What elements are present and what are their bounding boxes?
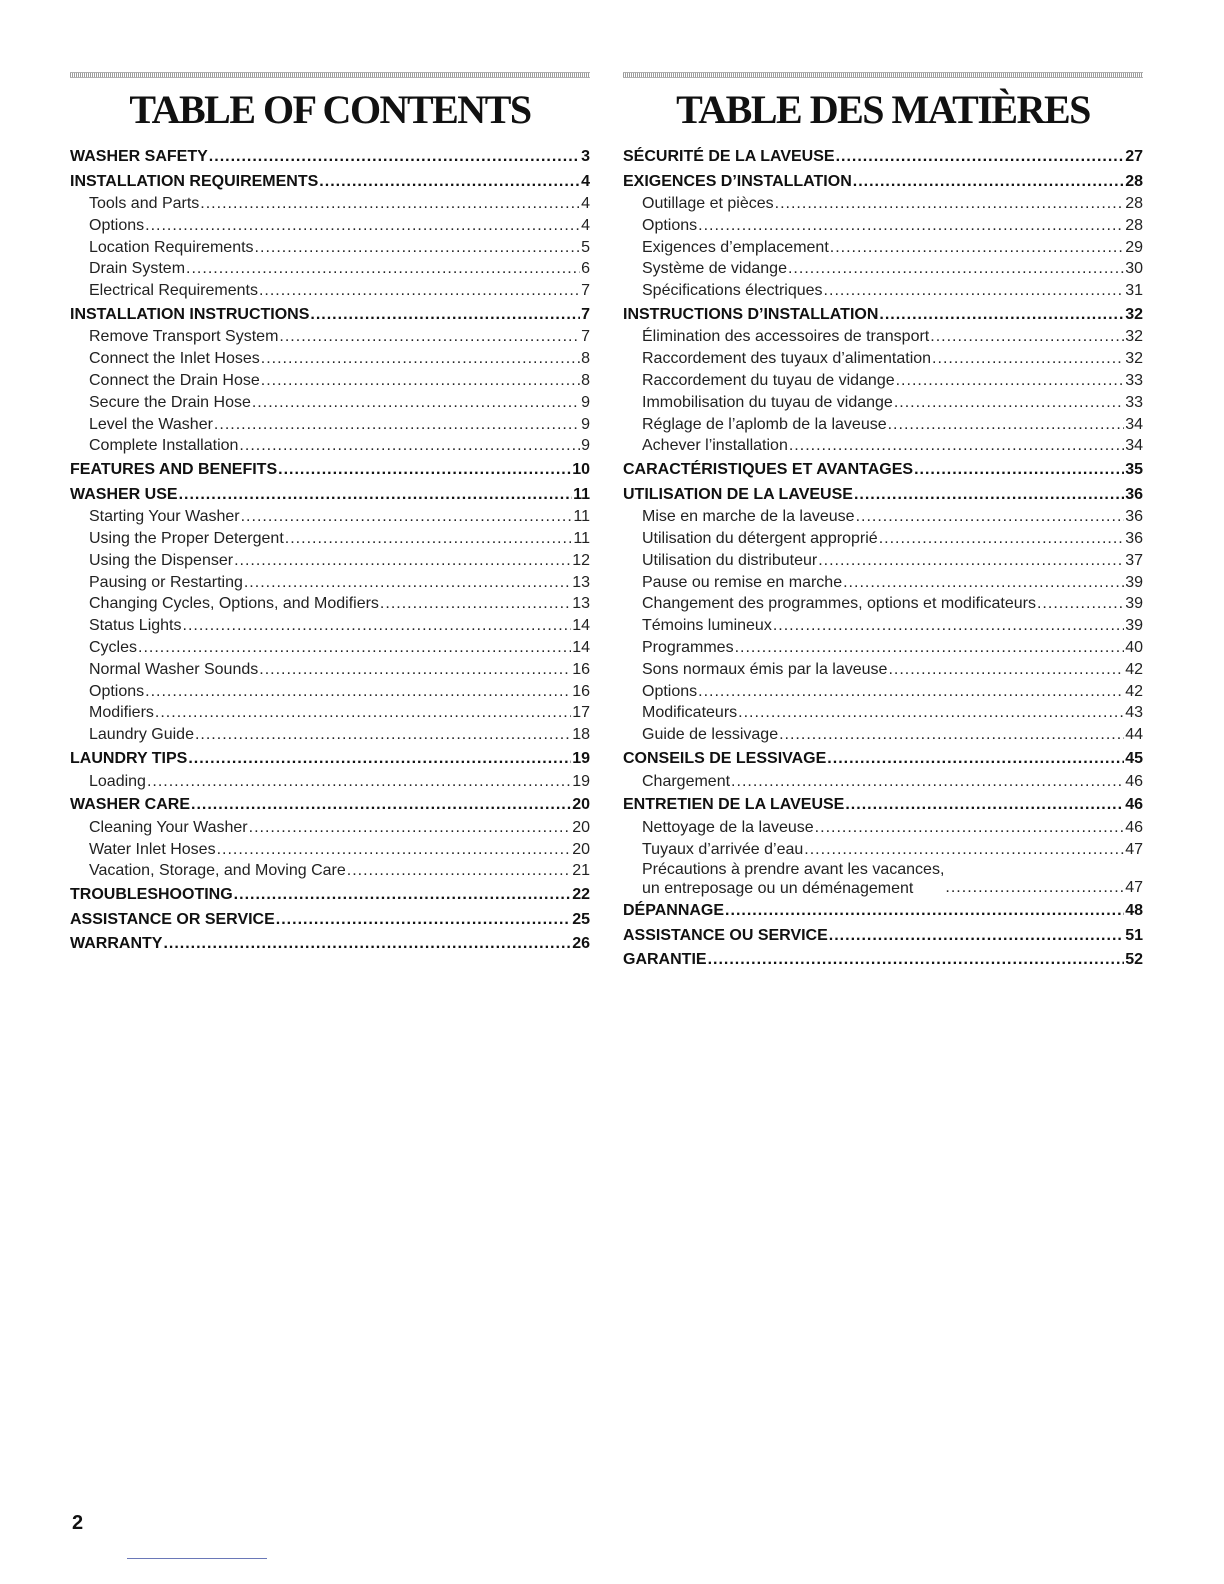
toc-entry-page: 16: [572, 660, 590, 678]
footer-rule: [127, 1558, 267, 1559]
dot-leader: [285, 528, 573, 550]
toc-subsection-entry: [70, 370, 590, 392]
toc-entry-page: 27: [1125, 148, 1143, 165]
toc-subsection-entry: [70, 348, 590, 370]
dot-leader: [775, 193, 1125, 215]
dot-leader: [888, 414, 1125, 436]
toc-entry-page: 22: [572, 886, 590, 904]
toc-entry-page: 19: [572, 772, 590, 790]
toc-entry-page: 39: [1125, 573, 1143, 591]
toc-entry-label: Secure the Drain Hose: [89, 393, 251, 411]
dot-leader: [261, 348, 580, 370]
toc-entry-page: 8: [581, 372, 590, 390]
dot-leader: [894, 392, 1124, 414]
toc-entry-label: Cycles: [89, 639, 138, 657]
toc-entry-label: Options: [89, 682, 145, 700]
toc-section-entry: [623, 794, 1143, 817]
dot-leader: [155, 702, 571, 724]
dot-leader: [856, 506, 1125, 528]
toc-entry-label: ASSISTANCE OU SERVICE: [623, 926, 828, 944]
toc-subsection-entry: [623, 637, 1143, 659]
dot-leader: [698, 681, 1124, 703]
dot-leader: [214, 414, 580, 436]
toc-entry-page: 4: [581, 216, 590, 234]
toc-entry-label: Utilisation du détergent approprié: [642, 530, 878, 548]
toc-entry-page: 9: [581, 415, 590, 433]
toc-entry-label: Système de vidange: [642, 260, 787, 278]
toc-entry-page: 39: [1125, 617, 1143, 635]
toc-entry-label: Connect the Inlet Hoses: [89, 350, 260, 368]
toc-list: [623, 146, 1143, 972]
toc-entry-page: 47: [1125, 840, 1143, 858]
toc-entry-page: 9: [581, 437, 590, 455]
toc-entry-page: 46: [1125, 796, 1143, 814]
toc-entry-label: Water Inlet Hoses: [89, 840, 216, 858]
dot-leader: [179, 484, 573, 507]
toc-subsection-entry: [70, 593, 590, 615]
dot-leader: [788, 258, 1124, 280]
toc-entry-label: Mise en marche de la laveuse: [642, 508, 855, 526]
toc-subsection-entry: [623, 237, 1143, 259]
toc-column-french: [623, 72, 1143, 972]
toc-section-entry: [623, 459, 1143, 482]
toc-entry-page: 28: [1125, 172, 1143, 190]
dot-leader: [731, 771, 1124, 793]
toc-subsection-entry: [70, 817, 590, 839]
dot-leader: [380, 593, 571, 615]
toc-entry-label: CARACTÉRISTIQUES ET AVANTAGES: [623, 461, 914, 479]
toc-entry-label: Laundry Guide: [89, 726, 194, 744]
dot-leader: [279, 326, 580, 348]
toc-entry-label: Starting Your Washer: [89, 508, 240, 526]
toc-subsection-entry: [623, 817, 1143, 839]
toc-subsection-entry: [623, 572, 1143, 594]
toc-entry-page: 20: [572, 840, 590, 858]
toc-section-entry: [70, 884, 590, 907]
toc-entry-page: 6: [581, 260, 590, 278]
toc-entry-page: 11: [573, 485, 590, 503]
toc-section-entry: [623, 748, 1143, 771]
toc-subsection-entry: [623, 724, 1143, 746]
toc-entry-label: FEATURES AND BENEFITS: [70, 461, 278, 479]
toc-entry-label: Changement des programmes, options et modificateurs: [642, 595, 1036, 613]
toc-section-entry: [70, 748, 590, 771]
dot-leader: [854, 484, 1124, 507]
toc-subsection-entry: [623, 681, 1143, 703]
dot-leader: [145, 215, 580, 237]
toc-entry-page: 21: [572, 862, 590, 880]
toc-subsection-entry: [70, 659, 590, 681]
toc-subsection-entry: [70, 702, 590, 724]
toc-entry-page: 46: [1125, 818, 1143, 836]
header-rule: [70, 72, 590, 78]
dot-leader: [145, 681, 571, 703]
toc-entry-label: DÉPANNAGE: [623, 902, 725, 920]
toc-subsection-entry: [70, 414, 590, 436]
toc-section-entry: [70, 459, 590, 482]
toc-section-entry: [70, 171, 590, 194]
toc-entry-label: UTILISATION DE LA LAVEUSE: [623, 485, 853, 503]
toc-subsection-entry: [70, 258, 590, 280]
toc-subsection-entry: [623, 839, 1143, 861]
toc-entry-label: EXIGENCES D’INSTALLATION: [623, 172, 852, 190]
dot-leader: [259, 280, 580, 302]
toc-entry-page: 16: [572, 682, 590, 700]
toc-entry-label: Connect the Drain Hose: [89, 372, 260, 390]
toc-subsection-entry: [70, 839, 590, 861]
toc-entry-label: Vacation, Storage, and Moving Care: [89, 862, 346, 880]
toc-subsection-entry: [623, 215, 1143, 237]
toc-entry-label: Remove Transport System: [89, 328, 279, 346]
toc-subsection-entry: [70, 435, 590, 457]
toc-entry-page: 36: [1125, 485, 1143, 503]
toc-entry-label: ENTRETIEN DE LA LAVEUSE: [623, 796, 845, 814]
toc-subsection-entry: [70, 724, 590, 746]
toc-entry-label: Using the Dispenser: [89, 551, 234, 569]
toc-entry-page: 7: [581, 282, 590, 300]
dot-leader: [195, 724, 571, 746]
toc-entry-page: 35: [1125, 461, 1143, 479]
dot-leader: [188, 748, 571, 771]
dot-leader: [217, 839, 572, 861]
dot-leader: [836, 146, 1125, 169]
toc-subsection-entry: [623, 550, 1143, 572]
toc-subsection-entry: [70, 215, 590, 237]
toc-entry-label: SÉCURITÉ DE LA LAVEUSE: [623, 148, 835, 165]
toc-entry-label: Loading: [89, 772, 146, 790]
toc-section-entry: [623, 925, 1143, 948]
toc-entry-page: 51: [1125, 926, 1143, 944]
dot-leader: [815, 817, 1125, 839]
toc-subsection-entry: [623, 593, 1143, 615]
toc-subsection-entry: [623, 326, 1143, 348]
toc-subsection-entry: [623, 258, 1143, 280]
dot-leader: [259, 659, 571, 681]
toc-entry-page: 14: [572, 617, 590, 635]
dot-leader: [252, 392, 580, 414]
toc-entry-page: 34: [1125, 415, 1143, 433]
toc-section-entry: [70, 146, 590, 169]
dot-leader: [945, 877, 1124, 899]
toc-subsection-entry: [70, 280, 590, 302]
dot-leader: [255, 237, 581, 259]
toc-entry-page: 36: [1125, 530, 1143, 548]
toc-entry-page: 30: [1125, 260, 1143, 278]
toc-section-entry: [70, 794, 590, 817]
toc-entry-label: Sons normaux émis par la laveuse: [642, 660, 888, 678]
toc-entry-page: 12: [572, 551, 590, 569]
toc-entry-label: Immobilisation du tuyau de vidange: [642, 393, 893, 411]
toc-subsection-entry: [70, 506, 590, 528]
dot-leader: [698, 215, 1124, 237]
toc-entry-label: Exigences d’emplacement: [642, 238, 829, 256]
toc-entry-label: Changing Cycles, Options, and Modifiers: [89, 595, 379, 613]
toc-subsection-entry: [70, 326, 590, 348]
toc-entry-page: 28: [1125, 195, 1143, 212]
dot-leader: [845, 794, 1124, 817]
toc-entry-page: 40: [1125, 639, 1143, 657]
toc-entry-label: WASHER USE: [70, 485, 178, 503]
toc-entry-page: 32: [1125, 328, 1143, 346]
dot-leader: [843, 572, 1124, 594]
toc-entry-page: 13: [572, 595, 590, 613]
dot-leader: [138, 637, 571, 659]
toc-subsection-entry: [623, 528, 1143, 550]
dot-leader: [830, 237, 1124, 259]
toc-entry-page: 32: [1125, 305, 1143, 323]
toc-entry-label: LAUNDRY TIPS: [70, 750, 188, 768]
toc-entry-label: Normal Washer Sounds: [89, 660, 259, 678]
toc-section-entry: [623, 146, 1143, 169]
dot-leader: [738, 702, 1124, 724]
toc-subsection-entry: [623, 615, 1143, 637]
dot-leader: [914, 459, 1124, 482]
toc-entry-label: Guide de lessivage: [642, 726, 779, 744]
toc-entry-label: Level the Washer: [89, 415, 213, 433]
dot-leader: [347, 860, 571, 882]
toc-subsection-entry: [70, 771, 590, 793]
toc-entry-page: 25: [572, 910, 590, 928]
toc-entry-label: Using the Proper Detergent: [89, 530, 284, 548]
toc-subsection-entry: [623, 348, 1143, 370]
dot-leader: [183, 615, 572, 637]
toc-entry-label: Chargement: [642, 772, 731, 790]
toc-subsection-entry: [70, 572, 590, 594]
dot-leader: [239, 435, 580, 457]
toc-entry-page: 48: [1125, 902, 1143, 920]
toc-entry-page: 11: [573, 530, 590, 548]
toc-entry-page: 42: [1125, 682, 1143, 700]
toc-entry-label: WASHER SAFETY: [70, 148, 208, 165]
toc-entry-label: Location Requirements: [89, 238, 254, 256]
dot-leader: [249, 817, 572, 839]
toc-subsection-entry: [70, 860, 590, 882]
toc-entry-label: Drain System: [89, 260, 186, 278]
dot-leader: [725, 900, 1124, 923]
toc-entry-label: Status Lights: [89, 617, 182, 635]
page-title: TABLE OF CONTENTS: [129, 87, 531, 132]
dot-leader: [824, 280, 1125, 302]
toc-entry-label: Spécifications électriques: [642, 282, 823, 300]
toc-entry-page: 19: [572, 750, 590, 768]
toc-entry-label: Modifiers: [89, 704, 154, 722]
dot-leader: [234, 884, 572, 907]
toc-entry-page: 52: [1125, 951, 1143, 969]
toc-subsection-entry: [623, 506, 1143, 528]
toc-entry-page: 37: [1125, 551, 1143, 569]
header-rule: [623, 72, 1143, 78]
toc-entry-page: 14: [572, 639, 590, 657]
toc-subsection-entry: [70, 193, 590, 215]
toc-entry-page: 28: [1125, 216, 1143, 234]
toc-subsection-entry: [623, 414, 1143, 436]
dot-leader: [773, 615, 1124, 637]
dot-leader: [241, 506, 573, 528]
dot-leader: [930, 326, 1124, 348]
toc-subsection-entry: [70, 681, 590, 703]
toc-section-entry: [623, 484, 1143, 507]
toc-entry-page: 39: [1125, 595, 1143, 613]
dot-leader: [191, 794, 571, 817]
toc-entry-page: 29: [1125, 238, 1143, 256]
dot-leader: [261, 370, 580, 392]
toc-entry-label: INSTALLATION INSTRUCTIONS: [70, 305, 310, 323]
toc-subsection-entry: [70, 615, 590, 637]
toc-subsection-entry: [70, 637, 590, 659]
toc-entry-label: INSTALLATION REQUIREMENTS: [70, 172, 319, 190]
toc-entry-label: Utilisation du distributeur: [642, 551, 818, 569]
toc-entry-label: Cleaning Your Washer: [89, 818, 248, 836]
toc-entry-label: Electrical Requirements: [89, 282, 258, 300]
toc-subsection-entry: [623, 659, 1143, 681]
toc-entry-page: 9: [581, 393, 590, 411]
dot-leader: [319, 171, 580, 194]
toc-section-entry: [70, 909, 590, 932]
toc-section-entry: [623, 949, 1143, 972]
toc-entry-label: TROUBLESHOOTING: [70, 886, 233, 904]
toc-entry-page: 18: [572, 726, 590, 744]
dot-leader: [932, 348, 1124, 370]
toc-entry-page: 32: [1125, 350, 1143, 368]
toc-subsection-entry: [70, 528, 590, 550]
toc-entry-page: 3: [581, 148, 590, 165]
toc-section-entry: [623, 304, 1143, 327]
toc-entry-label: INSTRUCTIONS D’INSTALLATION: [623, 305, 879, 323]
dot-leader: [879, 304, 1124, 327]
dot-leader: [896, 370, 1125, 392]
toc-subsection-entry: [623, 392, 1143, 414]
toc-subsection-entry: [623, 860, 1143, 898]
dot-leader: [779, 724, 1124, 746]
toc-entry-label: Options: [642, 216, 698, 234]
toc-entry-page: 20: [572, 818, 590, 836]
dot-leader: [789, 435, 1124, 457]
dot-leader: [278, 459, 571, 482]
toc-entry-page: 4: [581, 172, 590, 190]
toc-entry-page: 34: [1125, 437, 1143, 455]
toc-section-entry: [70, 933, 590, 956]
toc-section-entry: [623, 171, 1143, 194]
toc-subsection-entry: [623, 193, 1143, 215]
toc-entry-label: Tuyaux d’arrivée d’eau: [642, 840, 804, 858]
dot-leader: [310, 304, 580, 327]
toc-entry-page: 7: [581, 328, 590, 346]
toc-entry-page: 7: [581, 305, 590, 323]
toc-entry-label: Raccordement du tuyau de vidange: [642, 372, 895, 390]
toc-entry-label: Élimination des accessoires de transport: [642, 328, 930, 346]
toc-entry-page: 33: [1125, 372, 1143, 390]
dot-leader: [186, 258, 580, 280]
toc-section-entry: [70, 484, 590, 507]
toc-entry-label: Modificateurs: [642, 704, 738, 722]
toc-entry-label: Complete Installation: [89, 437, 239, 455]
toc-entry-label: ASSISTANCE OR SERVICE: [70, 910, 275, 928]
toc-entry-label: Outillage et pièces: [642, 195, 774, 212]
toc-entry-page: 17: [572, 704, 590, 722]
toc-column-english: [70, 72, 590, 956]
toc-entry-label: Raccordement des tuyaux d’alimentation: [642, 350, 932, 368]
dot-leader: [163, 933, 571, 956]
toc-subsection-entry: [70, 237, 590, 259]
toc-entry-page: 5: [581, 238, 590, 256]
toc-entry-page: 43: [1125, 704, 1143, 722]
toc-entry-label: Nettoyage de la laveuse: [642, 818, 814, 836]
toc-entry-page: 47: [1125, 878, 1143, 896]
toc-entry-label: Options: [89, 216, 145, 234]
dot-leader: [1037, 593, 1124, 615]
toc-entry-label: GARANTIE: [623, 951, 707, 969]
dot-leader: [147, 771, 571, 793]
toc-entry-page: 42: [1125, 660, 1143, 678]
toc-entry-label: WASHER CARE: [70, 796, 191, 814]
toc-entry-label: Achever l’installation: [642, 437, 788, 455]
toc-subsection-entry: [70, 550, 590, 572]
toc-section-entry: [70, 304, 590, 327]
toc-section-entry: [623, 900, 1143, 923]
dot-leader: [829, 925, 1124, 948]
toc-entry-page: 36: [1125, 508, 1143, 526]
toc-subsection-entry: [623, 280, 1143, 302]
dot-leader: [735, 637, 1125, 659]
toc-subsection-entry: [623, 435, 1143, 457]
dot-leader: [200, 193, 580, 215]
toc-entry-page: 20: [572, 796, 590, 814]
dot-leader: [209, 146, 580, 169]
toc-entry-page: 13: [572, 573, 590, 591]
dot-leader: [244, 572, 571, 594]
toc-entry-label: WARRANTY: [70, 935, 163, 953]
toc-entry-label: Précautions à prendre avant les vacances, un entreposage ou un déménagement: [642, 861, 945, 898]
page-title: TABLE DES MATIÈRES: [676, 87, 1090, 132]
toc-entry-page: 4: [581, 195, 590, 212]
toc-entry-page: 44: [1125, 726, 1143, 744]
toc-list: [70, 146, 590, 956]
dot-leader: [708, 949, 1125, 972]
toc-entry-label: Tools and Parts: [89, 195, 200, 212]
toc-subsection-entry: [623, 702, 1143, 724]
toc-entry-label: Programmes: [642, 639, 734, 657]
toc-entry-page: 31: [1125, 282, 1143, 300]
toc-entry-label: CONSEILS DE LESSIVAGE: [623, 750, 827, 768]
toc-entry-page: 11: [573, 508, 590, 526]
toc-entry-page: 33: [1125, 393, 1143, 411]
toc-entry-page: 26: [572, 935, 590, 953]
toc-entry-page: 10: [572, 461, 590, 479]
toc-entry-label: Options: [642, 682, 698, 700]
page-number: 2: [72, 1512, 84, 1534]
dot-leader: [818, 550, 1124, 572]
toc-entry-label: Pausing or Restarting: [89, 573, 243, 591]
toc-entry-page: 45: [1125, 750, 1143, 768]
dot-leader: [804, 839, 1124, 861]
toc-subsection-entry: [70, 392, 590, 414]
dot-leader: [234, 550, 571, 572]
toc-subsection-entry: [623, 771, 1143, 793]
dot-leader: [853, 171, 1124, 194]
toc-subsection-entry: [623, 370, 1143, 392]
dot-leader: [888, 659, 1124, 681]
dot-leader: [276, 909, 571, 932]
toc-entry-label: Réglage de l’aplomb de la laveuse: [642, 415, 887, 433]
toc-entry-label: Témoins lumineux: [642, 617, 772, 635]
dot-leader: [879, 528, 1125, 550]
toc-entry-page: 8: [581, 350, 590, 368]
toc-entry-page: 46: [1125, 772, 1143, 790]
dot-leader: [827, 748, 1124, 771]
toc-entry-label: Pause ou remise en marche: [642, 573, 843, 591]
